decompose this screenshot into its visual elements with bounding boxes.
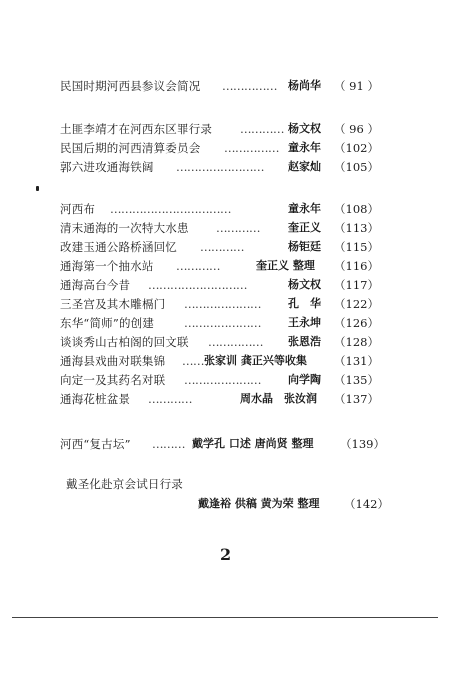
toc-entry-leader: …………………… (176, 160, 264, 174)
toc-entry-page: （115） (334, 240, 379, 254)
toc-entry-page: （137） (334, 392, 379, 406)
toc-entry (0, 157, 450, 177)
toc-entry-author: 赵家灿 (288, 160, 321, 173)
toc-entry-leader: …………… (224, 141, 279, 155)
toc-entry-leader: …………… (222, 79, 277, 93)
toc-entry-page: （ 91 ） (334, 79, 379, 93)
toc-entry-title: 民国后期的河西清算委员会 (60, 141, 201, 155)
toc-entry-leader: ………… (148, 392, 192, 406)
toc-entry-author: 孔 华 (288, 297, 321, 310)
toc-entry-author: 周水晶 张汝润 (240, 392, 317, 405)
toc-entry (0, 256, 450, 276)
toc-entry-title: 三圣宫及其木雕槅门 (60, 297, 166, 311)
toc-entry-author: 戴学孔 口述 唐尚贤 整理 (192, 437, 314, 450)
toc-entry-page: （135） (334, 373, 379, 387)
toc-entry-author: 杨尚华 (288, 79, 321, 92)
toc-entry-leader: ………… (176, 259, 220, 273)
toc-entry-title: 向定一及其药名对联 (60, 373, 166, 387)
toc-entry-leader: …………………………… (110, 202, 231, 216)
toc-entry-page: （116） (334, 259, 379, 273)
toc-entry-author: 向学陶 (288, 373, 321, 386)
toc-entry (0, 494, 450, 514)
toc-entry-author: 童永年 (288, 202, 321, 215)
toc-entry-leader: ……… (152, 437, 185, 451)
toc-entry-title: 通海县戏曲对联集锦 (60, 354, 166, 368)
bottom-rule (12, 617, 438, 618)
toc-entry-author: 张恩浩 (288, 335, 321, 348)
toc-entry-leader: ………………… (184, 297, 261, 311)
toc-entry-title: 改建玉通公路桥涵回忆 (60, 240, 177, 254)
toc-entry (0, 313, 450, 333)
toc-entry (0, 275, 450, 295)
toc-entry-page: （105） (334, 160, 379, 174)
toc-entry (0, 370, 450, 390)
toc-entry (0, 218, 450, 238)
toc-entry-title: 通海第一个抽水站 (60, 259, 154, 273)
toc-entry-title: 民国时期河西县参议会简况 (60, 79, 201, 93)
toc-entry-page: （117） (334, 278, 379, 292)
toc-entry-leader: ………… (240, 122, 284, 136)
toc-entry-title: 郭六进攻通海铁阔 (60, 160, 154, 174)
toc-entry-leader: ……………………… (148, 278, 247, 292)
toc-entry-author: 杨文权 (288, 278, 321, 291)
toc-entry-leader: ………………… (184, 373, 261, 387)
toc-entry (0, 474, 450, 494)
toc-entry-page: （122） (334, 297, 379, 311)
toc-entry-leader: …… (182, 354, 204, 368)
toc-entry-author: 王永坤 (288, 316, 321, 329)
toc-entry-author: 杨钜廷 (288, 240, 321, 253)
toc-entry-author: 张家训 龚正兴等收集 (204, 354, 307, 367)
toc-entry-author: 奎正义 (288, 221, 321, 234)
toc-entry (0, 389, 450, 409)
toc-entry (0, 434, 450, 454)
toc-entry-title: 清末通海的一次特大水患 (60, 221, 189, 235)
toc-entry-page: （ 96 ） (334, 122, 379, 136)
toc-entry (0, 76, 450, 96)
toc-entry-leader: ………… (216, 221, 260, 235)
toc-entry-title: 通海花桩盆景 (60, 392, 131, 406)
toc-entry-title: 东华“简师”的创建 (60, 316, 155, 330)
toc-entry-leader: …………… (208, 335, 263, 349)
toc-entry-title: 谈谈秀山古柏阁的回文联 (60, 335, 189, 349)
toc-entry-page: （139） (340, 437, 385, 451)
toc-entry (0, 138, 450, 158)
toc-entry (0, 237, 450, 257)
toc-entry-author: 杨文权 (288, 122, 321, 135)
toc-entry-leader: ………………… (184, 316, 261, 330)
toc-entry-title: 通海高台今昔 (60, 278, 131, 292)
toc-entry-page: （102） (334, 141, 379, 155)
toc-entry (0, 294, 450, 314)
toc-entry-page: （142） (344, 497, 389, 511)
toc-entry-title: 土匪李靖才在河西东区罪行录 (60, 122, 213, 136)
toc-entry-page: （108） (334, 202, 379, 216)
page-number: 2 (220, 545, 232, 564)
toc-entry-author: 戴逢裕 供稿 黄为荣 整理 (198, 497, 320, 510)
toc-entry (0, 199, 450, 219)
toc-entry-page: （131） (334, 354, 379, 368)
toc-entry (0, 119, 450, 139)
toc-entry (0, 332, 450, 352)
toc-entry-page: （128） (334, 335, 379, 349)
toc-entry-page: （113） (334, 221, 379, 235)
toc-entry (0, 351, 450, 371)
toc-entry-page: （126） (334, 316, 379, 330)
toc-entry-leader: ………… (200, 240, 244, 254)
toc-entry-author: 童永年 (288, 141, 321, 154)
toc-entry-title: 河西“复古坛” (60, 437, 131, 451)
toc-entry-title: 戴圣化赴京会试日行录 (66, 477, 183, 491)
toc-entry-author: 奎正义 整理 (256, 259, 315, 272)
scan-speck (36, 186, 39, 191)
toc-entry-title: 河西布 (60, 202, 96, 216)
